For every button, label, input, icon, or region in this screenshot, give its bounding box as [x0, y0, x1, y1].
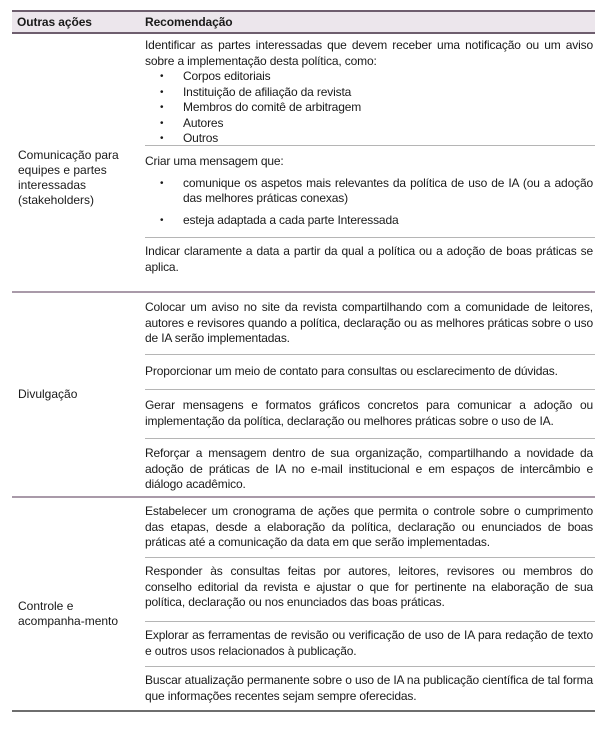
group-label: Controle e acompanha-mento [18, 599, 119, 628]
list-item: • Instituição de afiliação da revista [145, 85, 593, 101]
cell-text: Criar uma mensagem que: [145, 154, 284, 168]
table-cell [145, 390, 595, 439]
cell-text: Buscar atualização permanente sobre o uso de IA na publicação científica de tal forma que informações recentes sejam sempre oferecidas. [145, 673, 593, 703]
bullet-list [145, 176, 593, 229]
cell-text: Reforçar a mensagem dentro de sua organização, compartilhando a novidade da adoção de práticas de IA no e-mail institucional e em espaços de intercâmbio e diálogo acadêmico. [145, 446, 593, 491]
cell-text: Colocar um aviso no site da revista compartilhando com a comunidade de leitores, autores e revisores quando a política, declaração ou as melhores práticas sobre o uso de IA serão implementadas. [145, 300, 593, 345]
group-communication [12, 34, 595, 293]
cell-text: Proporcionar um meio de contato para consultas ou esclarecimento de dúvidas. [145, 364, 558, 378]
recommendations-table [12, 10, 595, 712]
table-cell [145, 439, 595, 499]
group-cells [145, 498, 595, 710]
header-recommendation: Recomendação [145, 15, 233, 29]
group-dissemination [12, 293, 595, 498]
cell-text: Indicar claramente a data a partir da qual a política ou a adoção de boas práticas se aplica. [145, 244, 593, 274]
table-cell [145, 558, 595, 622]
list-item: • esteja adaptada a cada parte Interessada [145, 213, 593, 229]
list-item: • Outros [145, 131, 593, 147]
list-item: • Autores [145, 116, 593, 132]
group-cells [145, 293, 595, 496]
cell-text: Identificar as partes interessadas que devem receber uma notificação ou um aviso sobre a implementação desta política, como: [145, 38, 593, 68]
list-item: • Corpos editoriais [145, 69, 593, 85]
group-control [12, 498, 595, 712]
table-cell [145, 146, 595, 238]
table-cell [145, 355, 595, 390]
group-cells [145, 34, 595, 291]
table-cell [145, 293, 595, 355]
cell-text: Estabelecer um cronograma de ações que permita o controle sobre o cumprimento das etapas, desde a elaboração da política, declaração ou enunciados de boas práticas até a comunicação da data em que serão implementadas. [145, 504, 593, 549]
list-item: • comunique os aspetos mais relevantes da política de uso de IA (ou a adoção das melhores práticas conexas) [145, 176, 593, 207]
cell-text: Explorar as ferramentas de revisão ou verificação de uso de IA para redação de texto e outros usos relacionados à publicação. [145, 628, 593, 658]
table-cell [145, 34, 595, 146]
table-cell [145, 498, 595, 558]
cell-text: Gerar mensagens e formatos gráficos concretos para comunicar a adoção ou implementação da política, declaração ou melhores práticas sobre o uso de IA. [145, 398, 593, 428]
table-header [12, 10, 595, 34]
cell-text: Responder às consultas feitas por autores, leitores, revisores ou membros do conselho editorial da revista e ajustar o que for pertinente na elaboração de sua política, declaração ou nos enunciados das boas práticas. [145, 564, 593, 609]
group-label: Comunicação para equipes e partes interessadas (stakeholders) [18, 147, 119, 207]
table-cell [145, 667, 595, 710]
bullet-list [145, 69, 593, 147]
table-cell [145, 622, 595, 667]
list-item: • Membros do comitê de arbitragem [145, 100, 593, 116]
group-label: Divulgação [18, 387, 78, 401]
table-cell [145, 238, 595, 281]
header-other-actions: Outras ações [17, 15, 92, 29]
